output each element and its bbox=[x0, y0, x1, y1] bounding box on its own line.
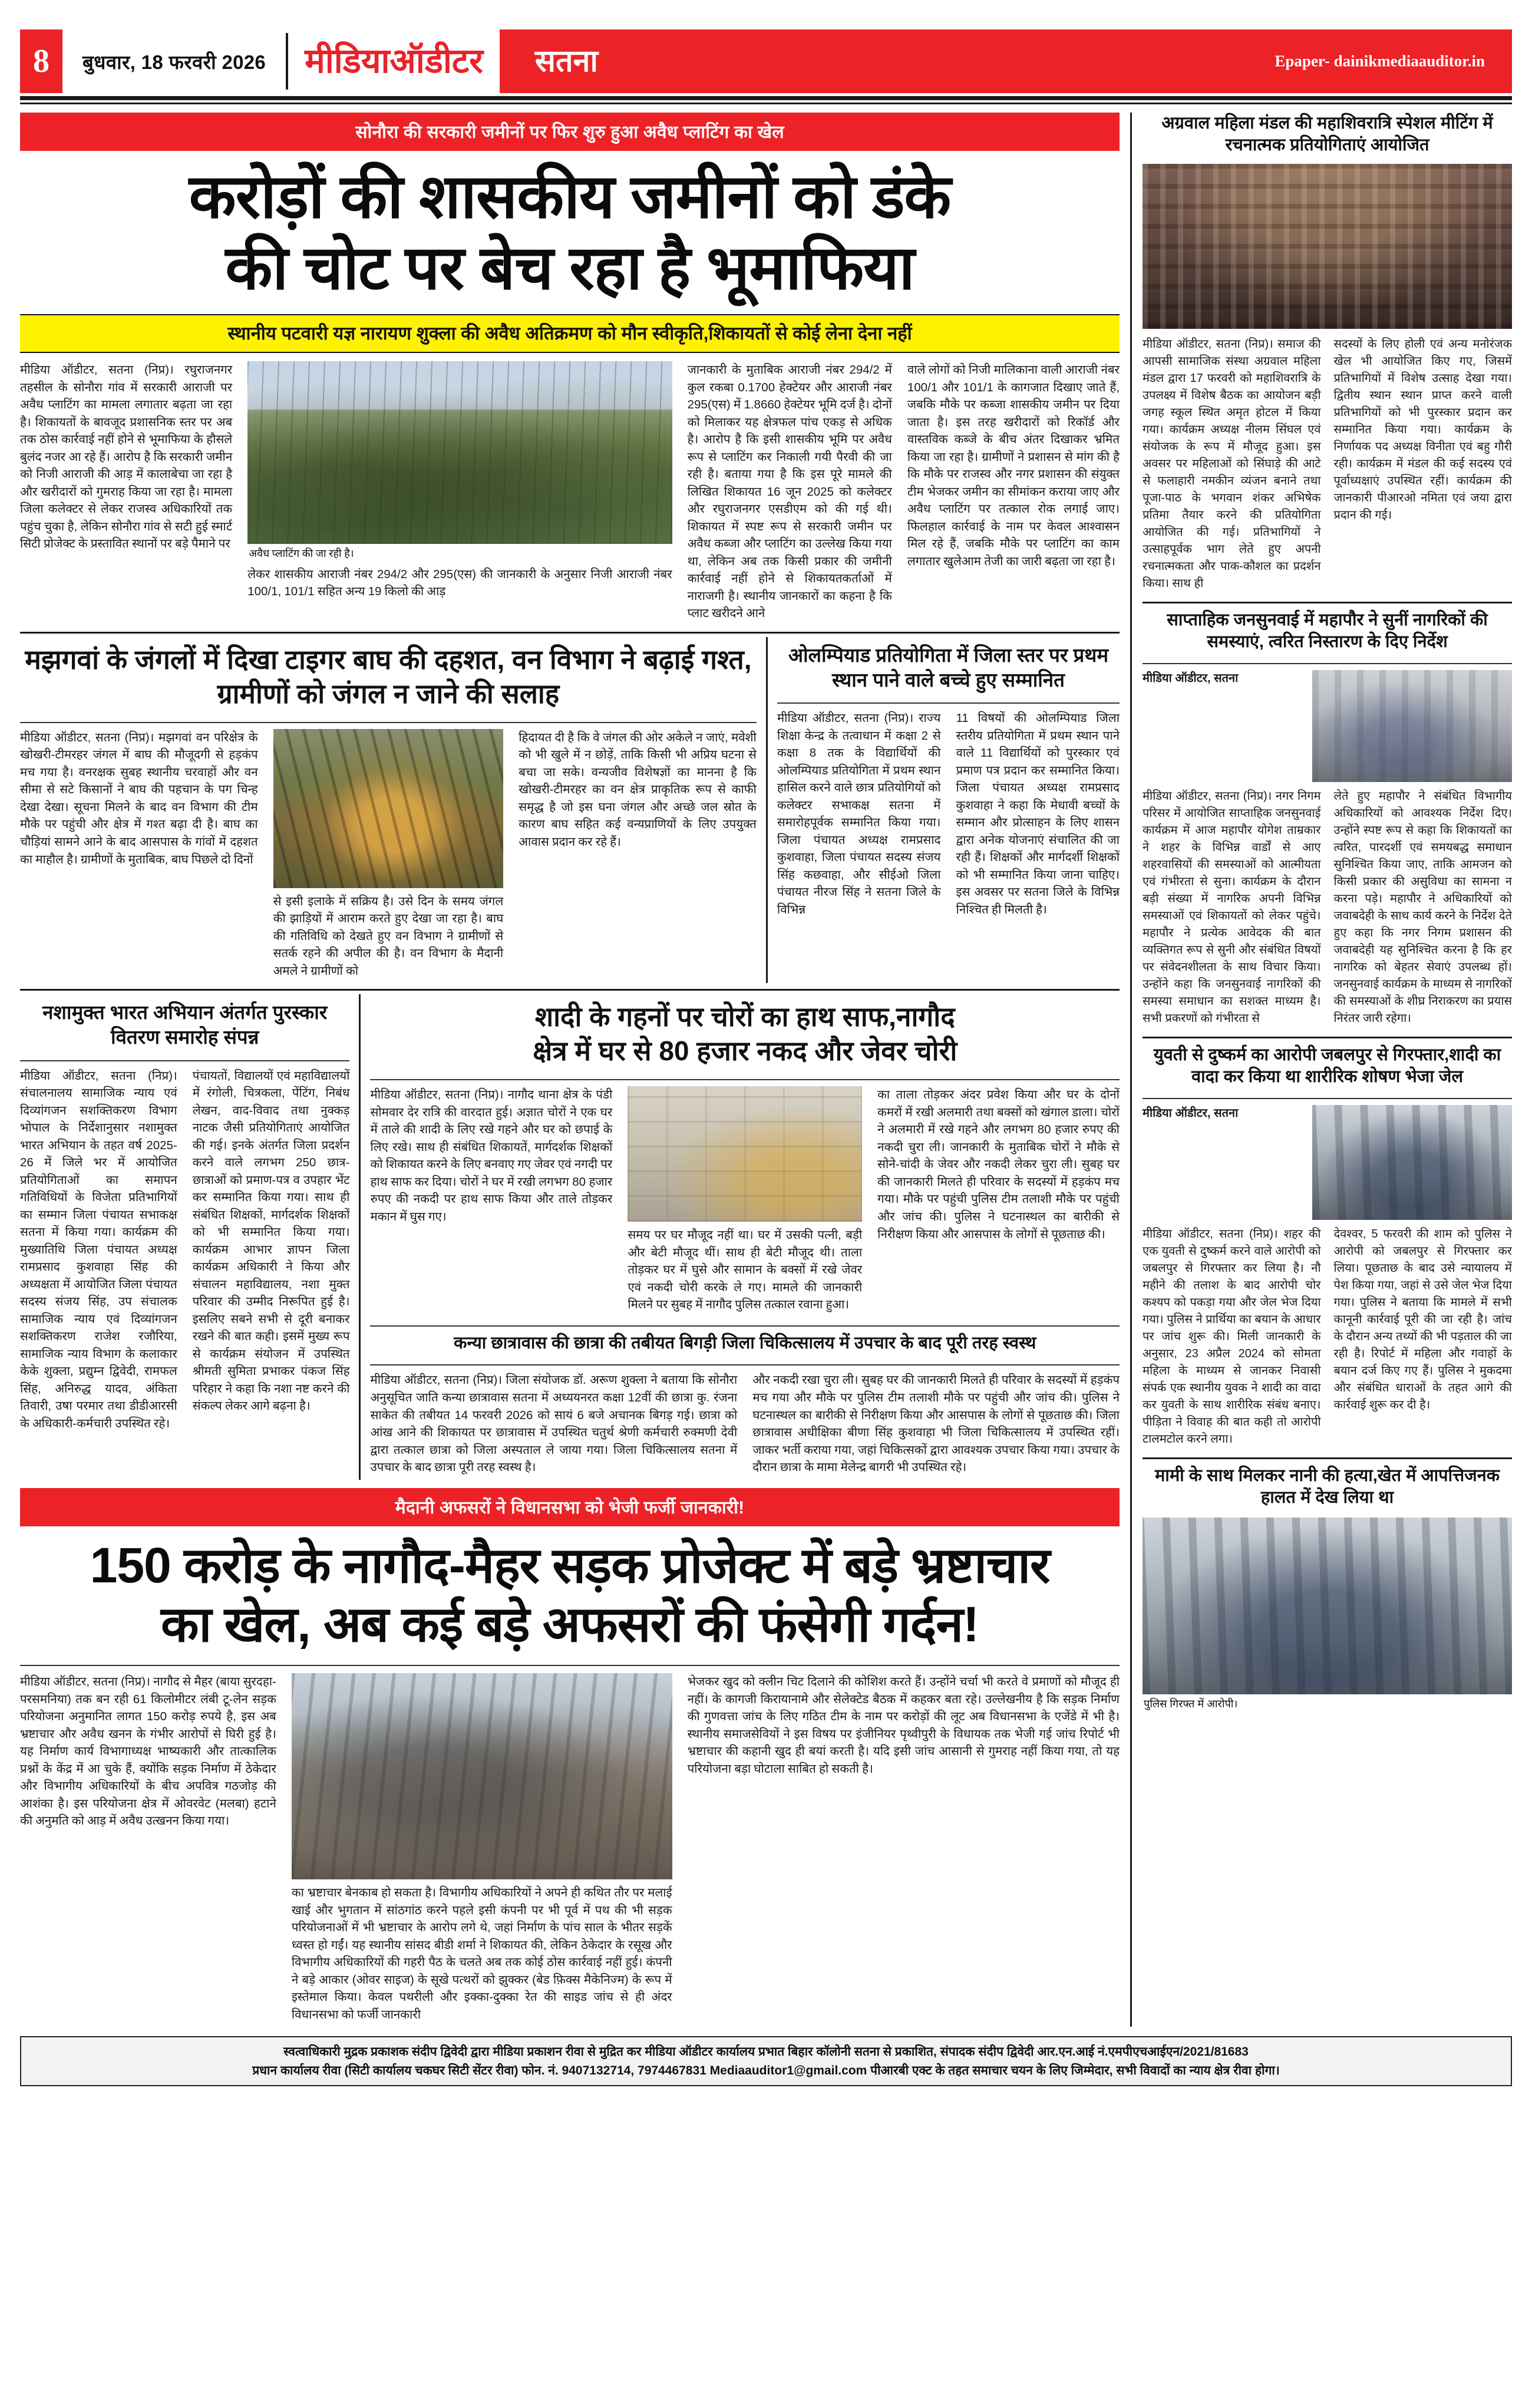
epaper-url[interactable]: Epaper- dainikmediaauditor.in bbox=[1275, 52, 1485, 70]
lead-col3-text: जानकारी के मुताबिक आराजी नंबर 294/2 में कुल रकबा 0.1700 हेक्टेयर और आराजी नंबर 295(एस) में 1.8660 हेक्टेयर भूमि दर्ज है। दोनों को मिलाकर यह क्षेत्रफल पांच एकड़ से अधिक है। आरोप है कि इसी शासकीय भूमि पर अवैध रूप से प्लाटिंग कर निकाली गयी पैरवी की जा रही है। बताया गया है कि इस पूरे मामले की लिखित शिकायत 16 जून 2025 को कलेक्टर और रघुराजनगर एसडीएम को की गई थी। शिकायत में स्पष्ट रूप से सरकारी जमीन पर अवैध कब्जा और प्लाटिंग का उल्लेख किया गया था, लेकिन अब तक किसी प्रकार की जमीनी कार्रवाई नहीं होने से शिकायतकर्ताओं में नाराजगी है। स्थानीय जानकारों का कहना है कि प्लाट खरीदने आने bbox=[687, 363, 892, 621]
lead-photo-column bbox=[240, 361, 679, 626]
nashamukt-headline: नशामुक्त भारत अभियान अंतर्गत पुरस्कार वितरण समारोह संपन्न bbox=[42, 1001, 328, 1048]
masthead bbox=[20, 29, 1512, 93]
road-headline-line1: 150 करोड़ के नागौद-मैहर सड़क प्रोजेक्ट में बड़े भ्रष्टाचार bbox=[90, 1537, 1050, 1593]
sidebar-s3-photo bbox=[1312, 1105, 1512, 1220]
nashamukt-rule bbox=[20, 1060, 349, 1061]
olympiad-column-1 bbox=[777, 710, 949, 922]
spacer-1 bbox=[20, 1480, 1120, 1488]
tiger-column-1 bbox=[20, 729, 266, 984]
sidebar-s3-rule bbox=[1143, 1098, 1512, 1099]
sidebar-s2-columns bbox=[1143, 788, 1512, 1031]
chori-col2-text: समय पर घर मौजूद नहीं था। घर में उसकी पत्नी, बड़ी और बेटी मौजूद थीं। साथ ही बेटी मौजूद थी। ताला तोड़कर घर में घुसे और सामान के बक्सों में रखे जेवर एवं नकदी चोरी करके ले गए। मामले की जानकारी मिलने पर सुबह में नागौद पुलिस तत्काल रवाना हुआ। bbox=[628, 1228, 863, 1312]
tiger-headline: मझगवां के जंगलों में दिखा टाइगर बाघ की दहशत, वन विभाग ने बढ़ाई गश्त, ग्रामीणों को जंगल न जाने की सलाह bbox=[25, 644, 752, 709]
road-columns bbox=[20, 1673, 1120, 2027]
sidebar-s2-column-2 bbox=[1328, 788, 1512, 1031]
sidebar-s3-top bbox=[1143, 1105, 1512, 1220]
brand-logo: मीडियाऑडीटर bbox=[305, 42, 483, 80]
sidebar-s3-column-2 bbox=[1328, 1226, 1512, 1452]
sidebar-s2-headline: साप्ताहिक जनसुनवाई में महापौर ने सुनीं नागरिकों की समस्याएं, त्वरित निस्तारण के दिए निर्देश bbox=[1167, 611, 1488, 651]
lead-col4-text: वाले लोगों को निजी मालिकाना वाली आराजी नंबर 100/1 और 101/1 के कागजात दिखाए जाते हैं, जबकि मौके पर कब्जा शासकीय जमीन पर दिया जाता है। इस तरह खरीदारों को रिकॉर्ड और वास्तविक कब्जे के बीच अंतर दिखाकर भ्रमित किया जा रहा है। ग्रामीणों ने प्रशासन से मांग की है कि मौके पर राजस्व और नगर प्रशासन की संयुक्त टीम भेजकर जमीन का सीमांकन कराया जाए और अवैध प्लाटिंग पर तत्काल रोक लगाई जाए। फिलहाल कार्रवाई के नाम पर केवल आश्वासन मिल रहे हैं, जबकि मौके पर प्लाटिंग का काम लगातार खुलेआम तेजी का जारी बढ़ता जा रहा है। bbox=[907, 363, 1120, 568]
sidebar-s2-rule bbox=[1143, 663, 1512, 664]
lead-headline-line2: की चोट पर बेच रहा है भूमाफिया bbox=[225, 233, 914, 302]
chhatra-column-1 bbox=[370, 1371, 745, 1479]
chori-col3-text: का ताला तोड़कर अंदर प्रवेश किया और घर के दोनों कमरों में रखी अलमारी तथा बक्सों को खंगाल डाला। चोरों ने अलमारी में रखे गहने और लगभग 80 हजार रुपए की नकदी चुरा ली। जानकारी के मुताबिक चोरों ने मौके से सोने-चांदी के जेवर और नकदी लेकर चुरा ली। सुबह घर की जानकारी मिलते ही परिवार के सदस्यों में हड़कंप मच गया। मौके पर पहुंची पुलिस टीम तलाशी मौके पर पहुंची और जांच की। पुलिस ने घटनास्थल का बारीकी से निरीक्षण किया और आसपास के लोगों से पूछताछ की। bbox=[877, 1088, 1120, 1241]
tiger-col2-text: से इसी इलाके में सक्रिय है। उसे दिन के समय जंगल की झाड़ियों में आराम करते हुए देखा जा रहा है। बाघ की गतिविधि को देखते हुए वन विभाग ने ग्रामीणों से सतर्क रहने की अपील की है। वन विभाग के मैदानी अमले ने ग्रामीणों को bbox=[273, 894, 504, 978]
sidebar-s3-headline: युवती से दुष्कर्म का आरोपी जबलपुर से गिरफ्तार,शादी का वादा कर किया था शारीरिक शोषण भेजा जेल bbox=[1153, 1045, 1501, 1086]
chhatra-headline: कन्या छात्रावास की छात्रा की तबीयत बिगड़ी जिला चिकित्सालय में उपचार के बाद पूरी तरह स्वस्थ bbox=[454, 1333, 1036, 1353]
sidebar-s3-photo-wrap bbox=[1312, 1105, 1512, 1220]
sidebar-s2-byline: मीडिया ऑडीटर, सतना bbox=[1143, 672, 1239, 685]
lead-headline bbox=[20, 151, 1120, 308]
main-content bbox=[20, 113, 1120, 2027]
olympiad-column-2 bbox=[948, 710, 1120, 922]
row-tiger-olympiad bbox=[20, 637, 1120, 983]
tiger-photo bbox=[273, 729, 504, 888]
footer-line-1: स्वत्वाधिकारी मुद्रक प्रकाशक संदीप द्विवेदी द्वारा मीडिया प्रकाशन रीवा से मुद्रित कर मीडिया ऑडीटर कार्यालय प्रभात बिहार कॉलोनी सतना से प्रकाशित, संपादक संदीप द्विवेदी आर.एन.आई नं.एमपीएचआईएन/2021/81683 bbox=[283, 2045, 1249, 2059]
sidebar-s4-photo bbox=[1143, 1518, 1512, 1694]
city-banner bbox=[500, 29, 1512, 93]
road-photo-column bbox=[284, 1673, 680, 2027]
chori-story bbox=[361, 994, 1120, 1479]
sidebar-s2-col1-text: मीडिया ऑडीटर, सतना (निप्र)। नगर निगम परिसर में आयोजित साप्ताहिक जनसुनवाई कार्यक्रम में आज महापौर योगेश ताम्रकार ने शहर के विभिन्न वार्डों से आए शहरवासियों की समस्याओं को आत्मीयता एवं गंभीरता से सुना। कार्यक्रम के दौरान बड़ी संख्या में नागरिक अपनी विभिन्न समस्याओं एवं शिकायतों को लेकर पहुंचे। महापौर ने प्रत्येक आवेदक की बात व्यक्तिगत रूप से सुनी और संबंधित विषयों पर संवेदनशीलता के साथ विचार किया। उन्होंने कहा कि जनसुनवाई नागरिकों की समस्या समाधान का सशक्त माध्यम है। सभी प्रकरणों को गंभीरता से bbox=[1143, 790, 1321, 1025]
lead-col2-text: लेकर शासकीय आराजी नंबर 294/2 और 295(एस) की जानकारी के अनुसार निजी आराजी नंबर 100/1, 101/1 सहित अन्य 19 किलो की आड़ bbox=[247, 567, 672, 599]
lead-kicker: सोनौरा की सरकारी जमीनों पर फिर शुरु हुआ अवैध प्लाटिंग का खेल bbox=[20, 113, 1120, 151]
sidebar-s1-col1-text: मीडिया ऑडीटर, सतना (निप्र)। समाज की आपसी सामाजिक संस्था अग्रवाल महिला मंडल द्वारा 17 फरवरी को महाशिवरात्रि के उपलक्ष्य में विशेष बैठक का आयोजन बड़ी जगह स्कूल स्थित अमृत होटल में किया गया। कार्यक्रम अध्यक्ष नीलम सिंघल एवं संयोजक के रूप में मौजूद हुआ। इस अवसर पर महिलाओं को सिंघाड़े की आटे से फलाहारी नमकीन व्यंजन बनाने तथा पूजा-पाठ के भगवान शंकर अभिषेक प्रतिमा तैयार करने की प्रतियोगिता आयोजित की गई। प्रतिभागियों ने उत्साहपूर्वक भाग लेते हुए अपनी रचनात्मकता और पाक-कौशल का प्रदर्शन किया। साथ ही bbox=[1143, 338, 1321, 591]
sidebar-s1-photo bbox=[1143, 164, 1512, 329]
tiger-columns bbox=[20, 729, 757, 984]
sidebar-s1-column-1 bbox=[1143, 336, 1327, 596]
chori-headline-line2: क्षेत्र में घर से 80 हजार नकद और जेवर चोरी bbox=[533, 1035, 958, 1067]
page-number: 8 bbox=[20, 29, 62, 93]
sidebar-s3-col2-text: देवश्वर, 5 फरवरी की शाम को पुलिस ने आरोपी को जबलपुर से गिरफ्तार कर लिया। पूछताछ के बाद उसे न्यायालय में पेश किया गया, जहां से उसे जेल भेज दिया गया। पुलिस ने बताया कि मामले में सभी कानूनी कार्रवाई पूरी की जा रही है। जांच के दौरान अन्य तथ्यों की भी पड़ताल की जा रही है। रिपोर्ट में महिला और गवाहों के बयान दर्ज किए गए हैं। पुलिस ने मुकदमा और संबंधित धाराओं के तहत आगे की कार्रवाई शुरू कर दी है। bbox=[1333, 1228, 1512, 1412]
publication-date: बुधवार, 18 फरवरी 2026 bbox=[82, 51, 266, 73]
tiger-photo-column bbox=[266, 729, 511, 984]
main-sidebar-divider bbox=[1130, 113, 1132, 2027]
chori-photo-column bbox=[620, 1086, 870, 1317]
chori-column-1 bbox=[370, 1086, 620, 1317]
sidebar-s1-headline: अग्रवाल महिला मंडल की महाशिवरात्रि स्पेशल मीटिंग में रचनात्मक प्रतियोगिताएं आयोजित bbox=[1161, 114, 1493, 154]
road-column-1 bbox=[20, 1673, 284, 2027]
sidebar-s3-byline: मीडिया ऑडीटर, सतना bbox=[1143, 1107, 1239, 1120]
chori-col1-text: मीडिया ऑडीटर, सतना (निप्र)। नागौद थाना क्षेत्र के पंडी सोमवार देर रात्रि की वारदात हुई। अज्ञात चोरों ने एक घर में ताले की शादी के लिए रखे गहने और घर को छपाई के लिए रखे। साथ ही संबंधित शिकायतें, मार्गदर्शक शिक्षकों को शिकायत करने के लिए बनवाए गए जेवर एवं नगदी पर हाथ साफ कर दिया। चोरों ने घर में रखी लगभग 80 हजार रुपए की नकदी पर हाथ साफ किया और ताले तोड़कर मकान में घुस गए। bbox=[370, 1088, 613, 1223]
road-col3-text: भेजकर खुद को क्लीन चिट दिलाने की कोशिश करते हैं। उन्होंने चर्चा भी करते वे प्रमाणों को मौजूद ही नहीं। के कागजी किरायानामे और सेलेक्टेड बैठक में कहकर बता रहे। उल्लेखनीय है कि सड़क निर्माण की गुणवत्ता जांच के लिए गठित टीम के नाम पर करोड़ों की लूट अब विधानसभा के एजेंडे में भी है। स्थानीय समाजसेवियों ने इस विषय पर इंजीनियर पृथ्वीपुरी के विधायक तक भेजी गई जांच रिपोर्ट भी भ्रष्टाचार की कहानी खुद ही बयां करती है। यदि इसी जांच आसानी से गुमराह नहीं किया गया, तो यह परियोजना बड़ा घोटाला साबित हो सकती है। bbox=[687, 1675, 1120, 1776]
lead-columns bbox=[20, 361, 1120, 626]
footer-imprint bbox=[20, 2036, 1512, 2086]
sidebar-s3-columns bbox=[1143, 1226, 1512, 1452]
road-headline-line2: का खेल, अब कई बड़े अफसरों की फंसेगी गर्दन! bbox=[161, 1596, 979, 1652]
sidebar-s2-top bbox=[1143, 670, 1512, 782]
sidebar-s2-col2-text: लेते हुए महापौर ने संबंधित विभागीय अधिकारियों को आवश्यक निर्देश दिए। उन्होंने स्पष्ट रूप से कहा कि शिकायतों का त्वरित, पारदर्शी एवं समयबद्ध समाधान सुनिश्चित किया जाए, ताकि आमजन को किसी प्रकार की असुविधा का सामना न करना पड़े। महापौर ने अधिकारियों को जवाबदेही के साथ कार्य करने के निर्देश देते हुए कहा कि नगर निगम प्रशासन की जवाबदेही यह सुनिश्चित करना है कि हर नागरिक को बेहतर सेवाएं उपलब्ध हों। जनसुनवाई कार्यक्रम के माध्यम से नागरिकों की समस्याओं के शीघ्र निराकरण का प्रयास निरंतर जारी रहेगा। bbox=[1333, 790, 1512, 1025]
sidebar-s2-column-1 bbox=[1143, 788, 1327, 1031]
olympiad-col2-text: 11 विषयों की ओलम्पियाड जिला स्तरीय प्रतियोगिता में प्रथम स्थान पाने वाले 11 विद्यार्थियों को पुरस्कार एवं प्रमाण पत्र प्रदान कर सम्मानित किया। जिला पंचायत अध्यक्ष रामप्रसाद कुशवाहा ने कहा कि मेधावी बच्चों के सम्मान और प्रोत्साहन के लिए शासन द्वारा अनेक योजनाएं संचालित की जा रही हैं। शिक्षकों और मार्गदर्शी शिक्षकों को भी सम्मानित किया जाना चाहिए। इस अवसर पर सतना जिले के विभिन्न निश्चित ही मिलती है। bbox=[956, 711, 1120, 916]
sidebar-s4-headline: मामी के साथ मिलकर नानी की हत्या,खेत में आपत्तिजनक हालत में देख लिया था bbox=[1154, 1466, 1500, 1507]
chori-headline-line1: शादी के गहनों पर चोरों का हाथ साफ,नागौद bbox=[534, 1001, 955, 1033]
sidebar-s1-column-2 bbox=[1328, 336, 1512, 596]
chhatra-col2-text: और नकदी रखा चुरा ली। सुबह घर की जानकारी मिलते ही परिवार के सदस्यों में हड़कंप मच गया और मौके पर पुलिस टीम तलाशी मौके पर पहुंची और जांच की। पुलिस ने घटनास्थल का बारीकी से निरीक्षण किया और आसपास के लोगों से पूछताछ की। जिला छात्रावास अधीक्षिका बीणा सिंह कुशवाहा भी जिला चिकित्सालय में उपस्थित रहीं। जाकर भर्ती कराया गया, जहां चिकित्सकों द्वारा आवश्यक उपचार किया गया। उपचार के दौरान छात्रा के मामा मेलेन्द्र बागरी भी उपस्थित रहे। bbox=[752, 1373, 1120, 1475]
tiger-column-3 bbox=[511, 729, 757, 984]
sidebar-s3-byline-block bbox=[1143, 1105, 1312, 1220]
chori-headline bbox=[370, 994, 1120, 1074]
masthead-rule bbox=[20, 96, 1512, 100]
city-name: सतना bbox=[534, 44, 598, 78]
nashamukt-story bbox=[20, 994, 361, 1479]
olympiad-headline: ओलम्पियाड प्रतियोगिता में जिला स्तर पर प्रथम स्थान पाने वाले बच्चे हुए सम्मानित bbox=[788, 644, 1109, 691]
sidebar-s2-photo-wrap bbox=[1312, 670, 1512, 782]
road-col1-text: मीडिया ऑडीटर, सतना (निप्र)। नागौद से मैहर (बाया सुरदहा-परसमनिया) तक बन रही 61 किलोमीटर लंबी टू-लेन सड़क परियोजना अनुमानित लागत 150 करोड़ रुपये है, इस अब भ्रष्टाचार और अवैध खनन के गंभीर आरोपों से घिरी हुई है। यह निर्माण कार्य विभागाध्यक्ष भाष्यकारी और तात्कालिक प्रश्नों के केंद्र में आ चुके हैं, क्योंकि सड़क निर्माण में ठेकेदार और विभागीय अधिकारियों के बीच अपवित्र गठजोड़ की आशंका है। इस परियोजना क्षेत्र में ओवरवेट (मलबा) हटाने की अनुमति को आड़ में अवैध उत्खनन किया गया। bbox=[20, 1675, 276, 1828]
sidebar-s2-byline-block bbox=[1143, 670, 1312, 782]
row-nasha-chori bbox=[20, 994, 1120, 1479]
lead-subhead: स्थानीय पटवारी यज्ञ नारायण शुक्ला की अवैध अतिक्रमण को मौन स्वीकृति,शिकायतों से कोई लेना देना नहीं bbox=[20, 314, 1120, 353]
tiger-rule bbox=[20, 722, 757, 723]
section-rule-1 bbox=[20, 632, 1120, 634]
tiger-col1-text: मीडिया ऑडीटर, सतना (निप्र)। मझगवां वन परिक्षेत्र के खोखरी-टीमरहर जंगल में बाघ की मौजूदगी से हड़कंप मच गया है। वनरक्षक सुबह स्थानीय चरवाहों और वन सीमा से सटे किसानों ने बाघ की पहचान के पग चिन्ह देखा देखा। सूचना मिलने के बाद वन विभाग की टीम मौके पर पहुंची और क्षेत्र में गश्त बढ़ा दी है। बाघ का चौड़ियां सामने आने के बाद आसपास के गांवों में दहशत का माहौल है। ग्रामीणों के मुताबिक, बाघ पिछले दो दिनों bbox=[20, 730, 258, 866]
lead-column-3 bbox=[680, 361, 900, 626]
body-grid bbox=[20, 113, 1512, 2027]
sidebar-s4-caption: पुलिस गिरफ्त में आरोपी। bbox=[1144, 1698, 1238, 1710]
nashamukt-column-1 bbox=[20, 1067, 185, 1436]
chori-columns bbox=[370, 1086, 1120, 1317]
olympiad-columns bbox=[777, 710, 1120, 922]
lead-col1-text: मीडिया ऑडीटर, सतना (निप्र)। रघुराजनगर तहसील के सोनौरा गांव में सरकारी आराजी पर अवैध प्लाटिंग का मामला लगातार बढ़ता जा रहा है। शिकायतों के बावजूद प्रशासनिक स्तर पर अब तक ठोस कार्रवाई नहीं होने से भूमाफिया के हौसले बुलंद नजर आ रहे हैं। आरोप है कि सरकारी जमीन को निजी आराजी की आड़ में कालाबेचा जा रहा है और खरीदारों को गुमराह किया जा रहा है। मामला जिला कलेक्टर से लेकर राजस्व अधिकारियों तक पहुंच चुका है, लेकिन सोनौरा गांव से सटी हुई स्मार्ट सिटी प्रोजेक्ट के प्रस्तावित स्थानों पर बड़े पैमाने पर bbox=[20, 363, 233, 551]
section-rule-2 bbox=[20, 989, 1120, 991]
lead-headline-line1: करोड़ों की शासकीय जमीनों को डंके bbox=[189, 163, 951, 231]
road-kicker: मैदानी अफसरों ने विधानसभा को भेजी फर्जी जानकारी! bbox=[20, 1488, 1120, 1526]
sidebar bbox=[1143, 113, 1512, 2027]
masthead-rule-thin bbox=[20, 103, 1512, 104]
chori-column-3 bbox=[870, 1086, 1120, 1317]
road-photo bbox=[292, 1673, 672, 1879]
chori-rule bbox=[370, 1079, 1120, 1080]
sidebar-s3-col1-text: मीडिया ऑडीटर, सतना (निप्र)। शहर की एक युवती से दुष्कर्म करने वाले आरोपी को जबलपुर से गिरफ्तार कर लिया है। नौ महीने की तलाश के बाद आरोपी चोर कश्यप को पकड़ा गया और जेल भेज दिया गया। पुलिस ने प्रार्थिया का बयान के आधार पर जांच शुरू की। मिली जानकारी के अनुसार, 23 अप्रैल 2024 को सोमता महिला के माध्यम से जानकर निवासी संपर्क एक स्थानीय युवक ने शादी का वादा कर युवती के साथ शारीरिक संबंध बनाए। पीड़िता ने विवाह की बात कही तो आरोपी टालमटोल करने लगा। bbox=[1143, 1228, 1321, 1446]
road-column-3 bbox=[680, 1673, 1120, 2027]
tiger-col3-text: हिदायत दी है कि वे जंगल की ओर अकेले न जाएं, मवेशी को भी खुले में न छोड़ें, ताकि किसी भी अप्रिय घटना से बचा जा सके। वन्यजीव विशेषज्ञों का मानना है कि खोखरी-टीमरहर का वन क्षेत्र प्राकृतिक रूप से काफी समृद्ध है जो इस घना जंगल और अच्छे जल स्रोत के कारण बाघ सहित कई वन्यप्राणियों के लिए उपयुक्त आवास प्रदान कर रहे हैं। bbox=[519, 730, 757, 849]
tiger-story bbox=[20, 637, 768, 983]
lead-photo bbox=[247, 361, 672, 544]
road-col2-text: का भ्रष्टाचार बेनकाब हो सकता है। विभागीय अधिकारियों ने अपने ही कथित तौर पर मलाई खाई और भुगतान में सांठगांठ करने पहले इसी कंपनी पर भी पूर्व में पथ की भी सड़क परियोजनाओं में भी भ्रष्टाचार के आरोप लगे थे, जहां निर्माण के पांच साल के भीतर सड़कें ध्वस्त हो गईं। यह स्थानीय सांसद बीडी शर्मा ने शिकायत की, लेकिन ठेकेदार के रसूख और विभागीय अधिकारियों की गहरी पैठ के चलते अब तक कोई ठोस कार्रवाई नहीं हुई। कंपनी ने बड़े आकार (ओवर साइज) के सूखे पत्थरों को झुक्कर (बेड फ़िक्स मैकेनिज्म) के रूप में इस्तेमाल किया। केवल पथरीली और इक्का-दुक्का रेत की साइड जांच से ही अंदर विधानसभा को फर्जी जानकारी bbox=[291, 1886, 672, 2021]
footer-line-2: प्रधान कार्यालय रीवा (सिटी कार्यालय चकघर सिटी सेंटर रीवा) फोन. नं. 9407132714, 7974467831 Mediaauditor1@gmail.com पीआरबी एक्ट के तहत समाचार चयन के लिए जिम्मेदार, सभी विवादों का न्याय क्षेत्र रीवा होगा। bbox=[252, 2063, 1280, 2077]
sidebar-s1-col2-text: सदस्यों के लिए होली एवं अन्य मनोरंजक खेल भी आयोजित किए गए, जिसमें प्रतिभागियों में विशेष उत्साह देखा गया। द्वितीय स्थान स्थान प्राप्त करने वाली प्रतिभागियों को भी पुरस्कार प्रदान कर सम्मानित किया गया। कार्यक्रम के निर्णायक पद अध्यक्ष विनीता एवं बहु गौरी रही। कार्यक्रम में मंडल की कई सदस्य एवं पूर्वाध्यक्षाएं उपस्थित रहीं। कार्यक्रम की जानकारी पीआरओ नमिता एवं जया द्वारा प्रदान की गई। bbox=[1333, 338, 1512, 522]
chhatra-rule bbox=[370, 1364, 1120, 1365]
olympiad-col1-text: मीडिया ऑडीटर, सतना (निप्र)। राज्य शिक्षा केन्द्र के तत्वाधान में कक्षा 2 से कक्षा 8 तक के विद्यार्थियों की ओलम्पियाड प्रतियोगिता में प्रथम स्थान हासिल करने वाले छात्र प्रतियोगियों को कलेक्टर सभाकक्ष सतना में समारोहपूर्वक सम्मानित किया गया। जिला पंचायत अध्यक्ष रामप्रसाद कुशवाहा, जिला पंचायत सदस्य संजय सिंह कछवाहा, और सीईओ जिला पंचायत नीरज सिंह ने सतना जिले के विभिन्न bbox=[777, 711, 941, 916]
olympiad-rule bbox=[777, 702, 1120, 704]
chori-photo bbox=[628, 1086, 862, 1222]
nashamukt-column-2 bbox=[185, 1067, 350, 1436]
sidebar-s2-photo bbox=[1312, 670, 1512, 782]
lead-column-4 bbox=[900, 361, 1120, 626]
chhatra-columns bbox=[370, 1371, 1120, 1479]
sidebar-s3-column-1 bbox=[1143, 1226, 1327, 1452]
chhatra-column-2 bbox=[745, 1371, 1120, 1479]
road-headline bbox=[20, 1526, 1120, 1661]
nashamukt-columns bbox=[20, 1067, 349, 1436]
nashamukt-col2-text: पंचायतों, विद्यालयों एवं महाविद्यालयों में रंगोली, चित्रकला, पेंटिंग, निबंध लेखन, वाद-विवाद तथा नुक्कड़ नाटक जैसी प्रतियोगिताएं आयोजित की गई। इनके अंतर्गत जिला प्रदर्शन करने वाले लगभग 250 छात्र-छात्राओं को प्रमाण-पत्र व उपहार भेंट कर सम्मानित किया गया। साथ ही संबंधित शिक्षकों, मार्गदर्शक शिक्षकों को भी सम्मानित किया गया। कार्यक्रम आभार ज्ञापन जिला कार्यक्रम अधिकारी ने किया और संचालन महाविद्यालय, नशा मुक्त परिवार की उम्मीद निरूपित हुई है। इसलिए सबने सभी से दूरी बनाकर रखने की बात कही। इसमें मुख्य रूप से कार्यक्रम संयोजन में उपस्थित श्रीमती सुमिता प्रभाकर पंकज सिंह परिहार ने कहा कि नशा नष्ट करने की संकल्प लेकर आगे बढ़ना है। bbox=[192, 1068, 350, 1413]
nashamukt-col1-text: मीडिया ऑडीटर, सतना (निप्र)। संचालनालय सामाजिक न्याय एवं दिव्यांगजन सशक्तिकरण विभाग भोपाल के निर्देशानुसार नशामुक्त भारत अभियान के तहत वर्ष 2025-26 में जिले भर में आयोजित प्रतियोगिताओं का समापन गतिविधियों के विजेता प्रतिभागियों का सम्मान जिला पंचायत सभाकक्ष सतना में किया गया। कार्यक्रम की मुख्यातिथि जिला पंचायत अध्यक्ष रामप्रसाद कुशवाहा सिंह की अध्यक्षता में आयोजित जिला पंचायत सदस्य संजय सिंह, उप संचालक सामाजिक न्याय एवं दिव्यांगजन सशक्तिकरण राजेश रजौरिया, सामाजिक न्याय विभाग के कलाकार केके शुक्ला, प्रद्युम्न द्विवेदी, रामफल सिंह, अनिरुद्ध यादव, अंकिता तिवारी, उषा परमार तथा डीडीआरसी के अधिकारी-कर्मचारी उपस्थित रहे। bbox=[20, 1068, 177, 1430]
road-rule bbox=[20, 1665, 1120, 1666]
lead-column-1 bbox=[20, 361, 240, 626]
chhatra-col1-text: मीडिया ऑडीटर, सतना (निप्र)। जिला संयोजक डॉ. अरूण शुक्ला ने बताया कि सोनौरा अनुसूचित जाति कन्या छात्रावास सतना में अध्ययनरत कक्षा 12वीं की छात्रा कु. रंजना साकेत की तबीयत 14 फरवरी 2026 को सायं 6 बजे अचानक बिगड़ गई। छात्रा को आंख आने की शिकायत पर छात्रावास में उपस्थित चतुर्थ श्रेणी कर्मचारी रुक्मणी देवी द्वारा तत्काल छात्रा को जिला अस्पताल ले जाया गया। जिला चिकित्सालय सतना में उपचार के बाद छात्रा पूरी तरह स्वस्थ है। bbox=[370, 1373, 738, 1475]
sidebar-s1-columns bbox=[1143, 336, 1512, 596]
olympiad-story bbox=[768, 637, 1120, 983]
lead-photo-caption: अवैध प्लाटिंग की जा रही है। bbox=[249, 547, 354, 560]
